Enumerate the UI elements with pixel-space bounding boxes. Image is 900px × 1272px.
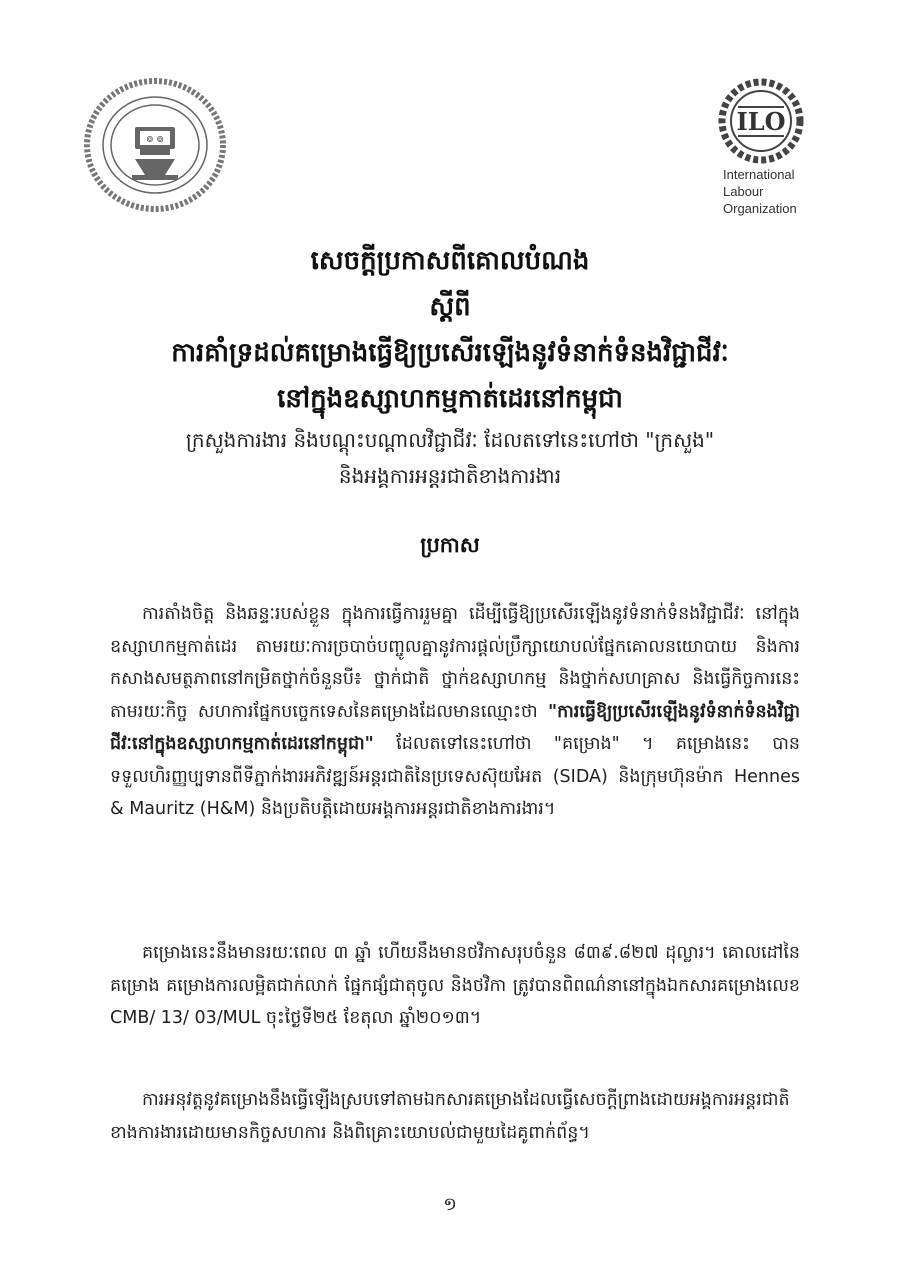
paragraph-2 bbox=[110, 937, 800, 1035]
section-heading: ប្រកាស bbox=[420, 533, 480, 557]
parties-line-2: និងអង្គការអន្តរជាតិខាងការងារ bbox=[338, 464, 562, 488]
document-title-block bbox=[0, 238, 900, 494]
project-name: "ការធ្វើឱ្យប្រសើរឡើងនូវទំនាក់ទំនងវិជ្ជាជីវៈនៅក្នុងឧស្សាហកម្មកាត់ដេរនៅកម្ពុជា" bbox=[110, 701, 800, 754]
paragraph-2-text: គម្រោងនេះនឹងមានរយៈពេល ៣ ឆ្នាំ ហើយនឹងមានថវិកាសរុបចំនួន ៨៣៩.៨២៧ ដុល្លារ។ គោលដៅនៃគម្រោង គម្រោងការលម្អិតជាក់លាក់ ផ្នែកផ្សំជាតុចូល និងថវិកា ត្រូវបានពិពណ៌នានៅក្នុងឯកសារគម្រោងលេខ CMB/ 13/ 03/MUL ចុះថ្ងៃទី២៥ ខែតុលា ឆ្នាំ២០១៣។ bbox=[110, 943, 800, 1028]
svg-text:ILO: ILO bbox=[736, 107, 786, 136]
title-line-3: ការគាំទ្រដល់គម្រោងធ្វើឱ្យប្រសើរឡើងនូវទំនាក់ទំនងវិជ្ជាជីវៈ bbox=[171, 338, 729, 368]
paragraph-3-text: ការអនុវត្តនូវគម្រោងនឹងធ្វើឡើងស្របទៅតាមឯកសារគម្រោងដែលធ្វើសេចក្ដីព្រាងដោយអង្គការអន្តរជាតិខាងការងារដោយមានកិច្ចសហការ និងពិគ្រោះយោបល់ជាមួយដៃគូពាក់ព័ន្ធ។ bbox=[110, 1090, 790, 1143]
title-line-4: នៅក្នុងឧស្សាហកម្មកាត់ដេរនៅកម្ពុជា bbox=[277, 384, 623, 414]
svg-text:៙ ៙: ៙ ៙ bbox=[146, 135, 164, 145]
paragraph-1-text-b: ដែលតទៅនេះហៅថា "គម្រោង" ។ គម្រោងនេះ បានទទួលហិរញ្ញប្បទានពីទីភ្នាក់ងារអភិវឌ្ឍន៍អន្តរជាតិនៃប្រទេសស៊ុយអែត (SIDA) និងក្រុមហ៊ុនម៉ាក Hennes & Mauritz (H&M) និងប្រតិបត្តិដោយអង្គការអន្តរជាតិខាងការងារ។ bbox=[110, 734, 800, 819]
ministry-seal-icon bbox=[80, 75, 230, 215]
ilo-line-1: International bbox=[723, 167, 795, 182]
title-line-2: ស្ដីពី bbox=[429, 292, 471, 322]
paragraph-1-text-a: ការតាំងចិត្ត និងឆន្ទៈរបស់ខ្លួន ក្នុងការធ្វើការរួមគ្នា ដើម្បីធ្វើឱ្យប្រសើរឡើងនូវទំនាក់ទំនងវិជ្ជាជីវៈ នៅក្នុង ឧស្សាហកម្មកាត់ដេរ តាមរយៈការច្របាច់បញ្ចូលគ្នានូវការផ្ដល់ប្រឹក្សាយោបល់ផ្នែកគោលនយោបាយ និងការកសាងសមត្ថភាពនៅកម្រិតថ្នាក់ចំនួនបី៖ ថ្នាក់ជាតិ ថ្នាក់ឧស្សាហកម្ម និងថ្នាក់សហគ្រាស និងធ្វើកិច្ចការនេះតាមរយៈកិច្ច សហការផ្នែកបច្ចេកទេសនៃគម្រោងដែលមានឈ្មោះថា bbox=[110, 604, 800, 722]
page-number: ១ bbox=[443, 1194, 457, 1215]
ilo-wordmark bbox=[723, 166, 797, 217]
paragraph-3 bbox=[110, 1084, 800, 1149]
ilo-line-3: Organization bbox=[723, 201, 797, 216]
parties-line-1: ក្រសួងការងារ និងបណ្ដុះបណ្ដាលវិជ្ជាជីវៈ ដែលតទៅនេះហៅថា "ក្រសួង" bbox=[185, 428, 715, 452]
paragraph-1 bbox=[110, 598, 800, 826]
ilo-line-2: Labour bbox=[723, 184, 764, 199]
title-line-1: សេចក្ដីប្រកាសពីគោលបំណង bbox=[310, 246, 590, 276]
ilo-emblem-icon bbox=[718, 78, 804, 164]
